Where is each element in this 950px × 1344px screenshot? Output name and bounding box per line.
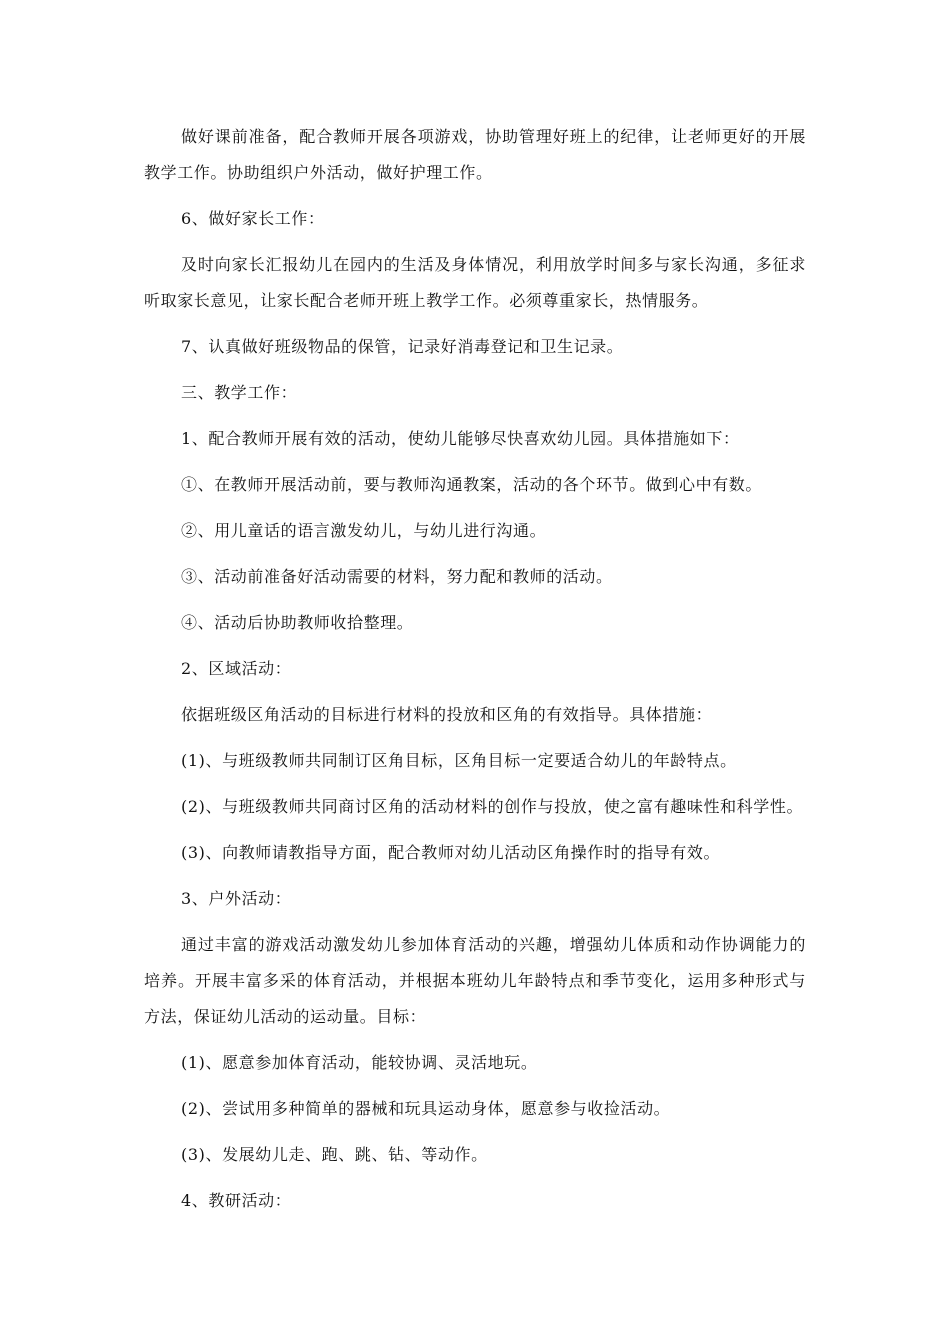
paragraph: 7、认真做好班级物品的保管，记录好消毒登记和卫生记录。 [181, 337, 624, 356]
section-heading: 6、做好家长工作： [181, 209, 325, 228]
section-heading: 2、区域活动： [181, 659, 292, 678]
document-body [144, 119, 806, 1219]
section-heading: 1、配合教师开展有效的活动，使幼儿能够尽快喜欢幼儿园。具体措施如下： [181, 429, 740, 448]
list-item: ③、活动前准备好活动需要的材料，努力配和教师的活动。 [181, 567, 613, 586]
list-item: (2)、尝试用多种简单的器械和玩具运动身体，愿意参与收捡活动。 [181, 1099, 671, 1118]
paragraph: 依据班级区角活动的目标进行材料的投放和区角的有效指导。具体措施： [181, 705, 713, 724]
list-item: (1)、愿意参加体育活动，能较协调、灵活地玩。 [181, 1053, 538, 1072]
list-item: (3)、发展幼儿走、跑、跳、钻、等动作。 [181, 1145, 488, 1164]
list-item: ④、活动后协助教师收拾整理。 [181, 613, 414, 632]
list-item: (1)、与班级教师共同制订区角目标，区角目标一定要适合幼儿的年龄特点。 [181, 751, 737, 770]
paragraph: 做好课前准备，配合教师开展各项游戏，协助管理好班上的纪律，让老师更好的开展教学工作。协助组织户外活动，做好护理工作。 [144, 127, 806, 182]
list-item: ②、用儿童话的语言激发幼儿，与幼儿进行沟通。 [181, 521, 547, 540]
list-item: (2)、与班级教师共同商讨区角的活动材料的创作与投放，使之富有趣味性和科学性。 [181, 797, 804, 816]
list-item: (3)、向教师请教指导方面，配合教师对幼儿活动区角操作时的指导有效。 [181, 843, 721, 862]
paragraph: 通过丰富的游戏活动激发幼儿参加体育活动的兴趣，增强幼儿体质和动作协调能力的培养。开展丰富多采的体育活动，并根据本班幼儿年龄特点和季节变化，运用多种形式与方法，保证幼儿活动的运动量。目标： [144, 935, 806, 1026]
paragraph: 及时向家长汇报幼儿在园内的生活及身体情况，利用放学时间多与家长沟通，多征求听取家长意见，让家长配合老师开班上教学工作。必须尊重家长，热情服务。 [144, 255, 806, 310]
section-heading: 4、教研活动： [181, 1191, 292, 1210]
section-heading: 三、教学工作： [181, 383, 298, 402]
list-item: ①、在教师开展活动前，要与教师沟通教案，活动的各个环节。做到心中有数。 [181, 475, 763, 494]
section-heading: 3、户外活动： [181, 889, 292, 908]
